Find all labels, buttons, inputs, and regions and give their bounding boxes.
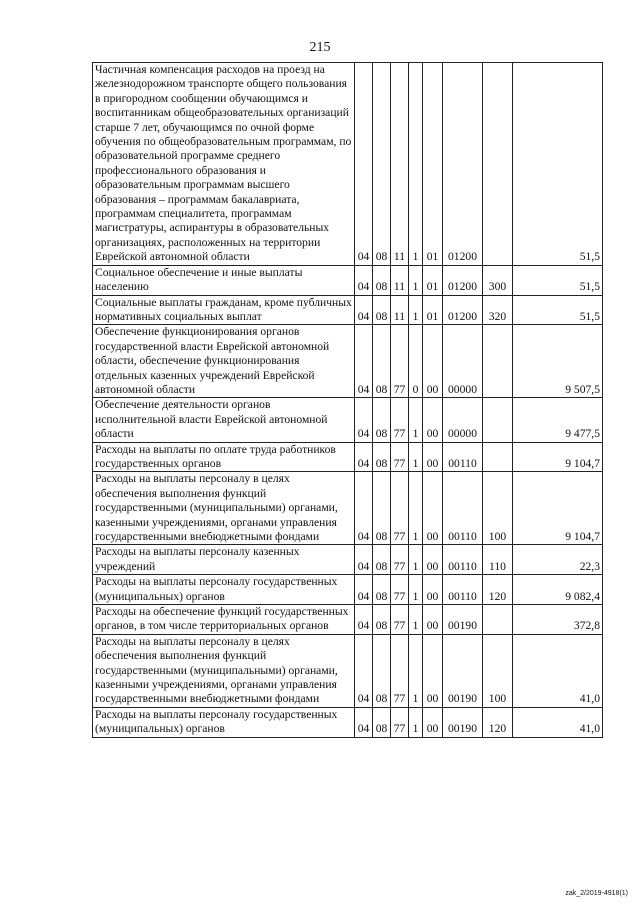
row-code-rz-cell: 04 (355, 442, 373, 472)
row-name-cell: Расходы на выплаты персоналу казенных учреждений (93, 545, 355, 575)
row-code-rz-cell: 04 (355, 545, 373, 575)
row-code-vr-cell: 110 (483, 545, 513, 575)
table-row (93, 575, 603, 605)
page-number: 215 (309, 40, 331, 55)
row-code-pr-cell: 08 (373, 325, 391, 398)
row-code-p3-cell: 00 (423, 575, 443, 605)
row-code-p4-cell: 00110 (443, 545, 483, 575)
row-code-p3-cell: 00 (423, 472, 443, 545)
row-code-p3-cell: 00 (423, 325, 443, 398)
row-code-p2-cell: 1 (409, 472, 423, 545)
table-row (93, 63, 603, 266)
row-name-cell: Социальное обеспечение и иные выплаты населению (93, 265, 355, 295)
row-code-p1-cell: 11 (391, 295, 409, 325)
row-code-p1-cell: 77 (391, 472, 409, 545)
table-row (93, 325, 603, 398)
row-code-p3-cell: 00 (423, 545, 443, 575)
row-name-cell: Социальные выплаты гражданам, кроме публичных нормативных социальных выплат (93, 295, 355, 325)
table-row (93, 442, 603, 472)
row-code-vr-cell (483, 325, 513, 398)
row-amount-cell: 9 104,7 (513, 472, 603, 545)
row-code-rz-cell: 04 (355, 575, 373, 605)
row-code-vr-cell (483, 398, 513, 442)
row-code-p1-cell: 11 (391, 265, 409, 295)
row-name-cell: Расходы на выплаты персоналу государственных (муниципальных) органов (93, 707, 355, 737)
row-amount-cell: 372,8 (513, 605, 603, 635)
table-row (93, 634, 603, 707)
table-row (93, 295, 603, 325)
row-code-p1-cell: 77 (391, 442, 409, 472)
row-name-cell: Расходы на выплаты персоналу в целях обеспечения выполнения функций государственными (муниципальными) органами, казенными учреждениями, органами управления государственными внебюджетными фондами (93, 634, 355, 707)
row-name-cell: Расходы на выплаты персоналу в целях обеспечения выполнения функций государственными (муниципальными) органами, казенными учреждениями, органами управления государственными внебюджетными фондами (93, 472, 355, 545)
footer-code: zak_2/2019-4918(1) (565, 890, 628, 897)
row-code-vr-cell: 100 (483, 634, 513, 707)
row-code-p1-cell: 77 (391, 325, 409, 398)
row-amount-cell: 9 082,4 (513, 575, 603, 605)
table-row (93, 707, 603, 737)
row-code-p2-cell: 1 (409, 442, 423, 472)
row-code-p2-cell: 1 (409, 265, 423, 295)
row-code-p1-cell: 77 (391, 634, 409, 707)
row-code-p3-cell: 00 (423, 707, 443, 737)
row-code-p2-cell: 1 (409, 707, 423, 737)
row-code-p3-cell: 00 (423, 634, 443, 707)
row-code-vr-cell: 120 (483, 575, 513, 605)
row-code-p1-cell: 11 (391, 63, 409, 266)
row-code-pr-cell: 08 (373, 545, 391, 575)
row-code-pr-cell: 08 (373, 575, 391, 605)
row-code-pr-cell: 08 (373, 605, 391, 635)
row-code-p3-cell: 01 (423, 295, 443, 325)
row-code-p3-cell: 01 (423, 63, 443, 266)
row-amount-cell: 41,0 (513, 707, 603, 737)
row-code-rz-cell: 04 (355, 634, 373, 707)
row-code-pr-cell: 08 (373, 634, 391, 707)
row-code-vr-cell: 100 (483, 472, 513, 545)
row-code-vr-cell: 300 (483, 265, 513, 295)
row-code-p2-cell: 1 (409, 63, 423, 266)
row-code-pr-cell: 08 (373, 442, 391, 472)
row-code-p4-cell: 00000 (443, 398, 483, 442)
row-code-vr-cell: 320 (483, 295, 513, 325)
row-name-cell: Частичная компенсация расходов на проезд на железнодорожном транспорте общего пользования в пригородном сообщении обучающимся и воспитанникам общеобразовательных организаций старше 7 лет, обучающимся по очной форме обучения по общеобразовательным программам, по образовательной программе среднего профессионального образования и образовательным программам высшего образования – программам бакалавриата, программам специалитета, программам магистратуры, аспирантуры в образовательных организациях, расположенных на территории Еврейской автономной области (93, 63, 355, 266)
row-code-pr-cell: 08 (373, 398, 391, 442)
row-code-p1-cell: 77 (391, 707, 409, 737)
row-amount-cell: 9 477,5 (513, 398, 603, 442)
row-name-cell: Расходы на обеспечение функций государственных органов, в том числе территориальных органов (93, 605, 355, 635)
row-code-pr-cell: 08 (373, 265, 391, 295)
row-code-p2-cell: 1 (409, 545, 423, 575)
row-code-p4-cell: 01200 (443, 63, 483, 266)
row-amount-cell: 9 507,5 (513, 325, 603, 398)
row-code-p3-cell: 01 (423, 265, 443, 295)
row-code-p1-cell: 77 (391, 545, 409, 575)
row-code-p2-cell: 1 (409, 605, 423, 635)
row-code-vr-cell (483, 63, 513, 266)
row-code-pr-cell: 08 (373, 707, 391, 737)
row-code-pr-cell: 08 (373, 295, 391, 325)
row-code-p4-cell: 00110 (443, 575, 483, 605)
table-body (93, 63, 603, 738)
row-code-p3-cell: 00 (423, 442, 443, 472)
row-code-rz-cell: 04 (355, 707, 373, 737)
row-code-pr-cell: 08 (373, 63, 391, 266)
row-code-p2-cell: 1 (409, 398, 423, 442)
row-code-p4-cell: 01200 (443, 295, 483, 325)
row-amount-cell: 51,5 (513, 295, 603, 325)
row-code-vr-cell (483, 605, 513, 635)
row-code-vr-cell: 120 (483, 707, 513, 737)
table-row (93, 398, 603, 442)
row-code-p1-cell: 77 (391, 398, 409, 442)
table-row (93, 265, 603, 295)
row-code-p2-cell: 1 (409, 295, 423, 325)
row-amount-cell: 41,0 (513, 634, 603, 707)
row-code-rz-cell: 04 (355, 63, 373, 266)
row-name-cell: Обеспечение деятельности органов исполнительной власти Еврейской автономной области (93, 398, 355, 442)
row-code-rz-cell: 04 (355, 265, 373, 295)
row-code-p1-cell: 77 (391, 575, 409, 605)
row-code-p4-cell: 01200 (443, 265, 483, 295)
row-code-pr-cell: 08 (373, 472, 391, 545)
row-amount-cell: 51,5 (513, 63, 603, 266)
row-code-p4-cell: 00000 (443, 325, 483, 398)
row-name-cell: Расходы на выплаты по оплате труда работников государственных органов (93, 442, 355, 472)
row-code-p4-cell: 00110 (443, 442, 483, 472)
row-amount-cell: 9 104,7 (513, 442, 603, 472)
row-name-cell: Обеспечение функционирования органов государственной власти Еврейской автономной области, обеспечение функционирования отдельных казенных учреждений Еврейской автономной области (93, 325, 355, 398)
table-row (93, 472, 603, 545)
table-row (93, 605, 603, 635)
row-amount-cell: 22,3 (513, 545, 603, 575)
budget-table (92, 62, 603, 738)
table-row (93, 545, 603, 575)
row-code-p3-cell: 00 (423, 605, 443, 635)
row-code-p2-cell: 1 (409, 634, 423, 707)
row-code-p1-cell: 77 (391, 605, 409, 635)
row-amount-cell: 51,5 (513, 265, 603, 295)
row-name-cell: Расходы на выплаты персоналу государственных (муниципальных) органов (93, 575, 355, 605)
row-code-rz-cell: 04 (355, 472, 373, 545)
row-code-p3-cell: 00 (423, 398, 443, 442)
row-code-p4-cell: 00190 (443, 634, 483, 707)
row-code-rz-cell: 04 (355, 605, 373, 635)
row-code-vr-cell (483, 442, 513, 472)
row-code-p4-cell: 00190 (443, 707, 483, 737)
row-code-rz-cell: 04 (355, 325, 373, 398)
row-code-rz-cell: 04 (355, 295, 373, 325)
row-code-p4-cell: 00110 (443, 472, 483, 545)
row-code-rz-cell: 04 (355, 398, 373, 442)
row-code-p2-cell: 1 (409, 575, 423, 605)
row-code-p2-cell: 0 (409, 325, 423, 398)
row-code-p4-cell: 00190 (443, 605, 483, 635)
